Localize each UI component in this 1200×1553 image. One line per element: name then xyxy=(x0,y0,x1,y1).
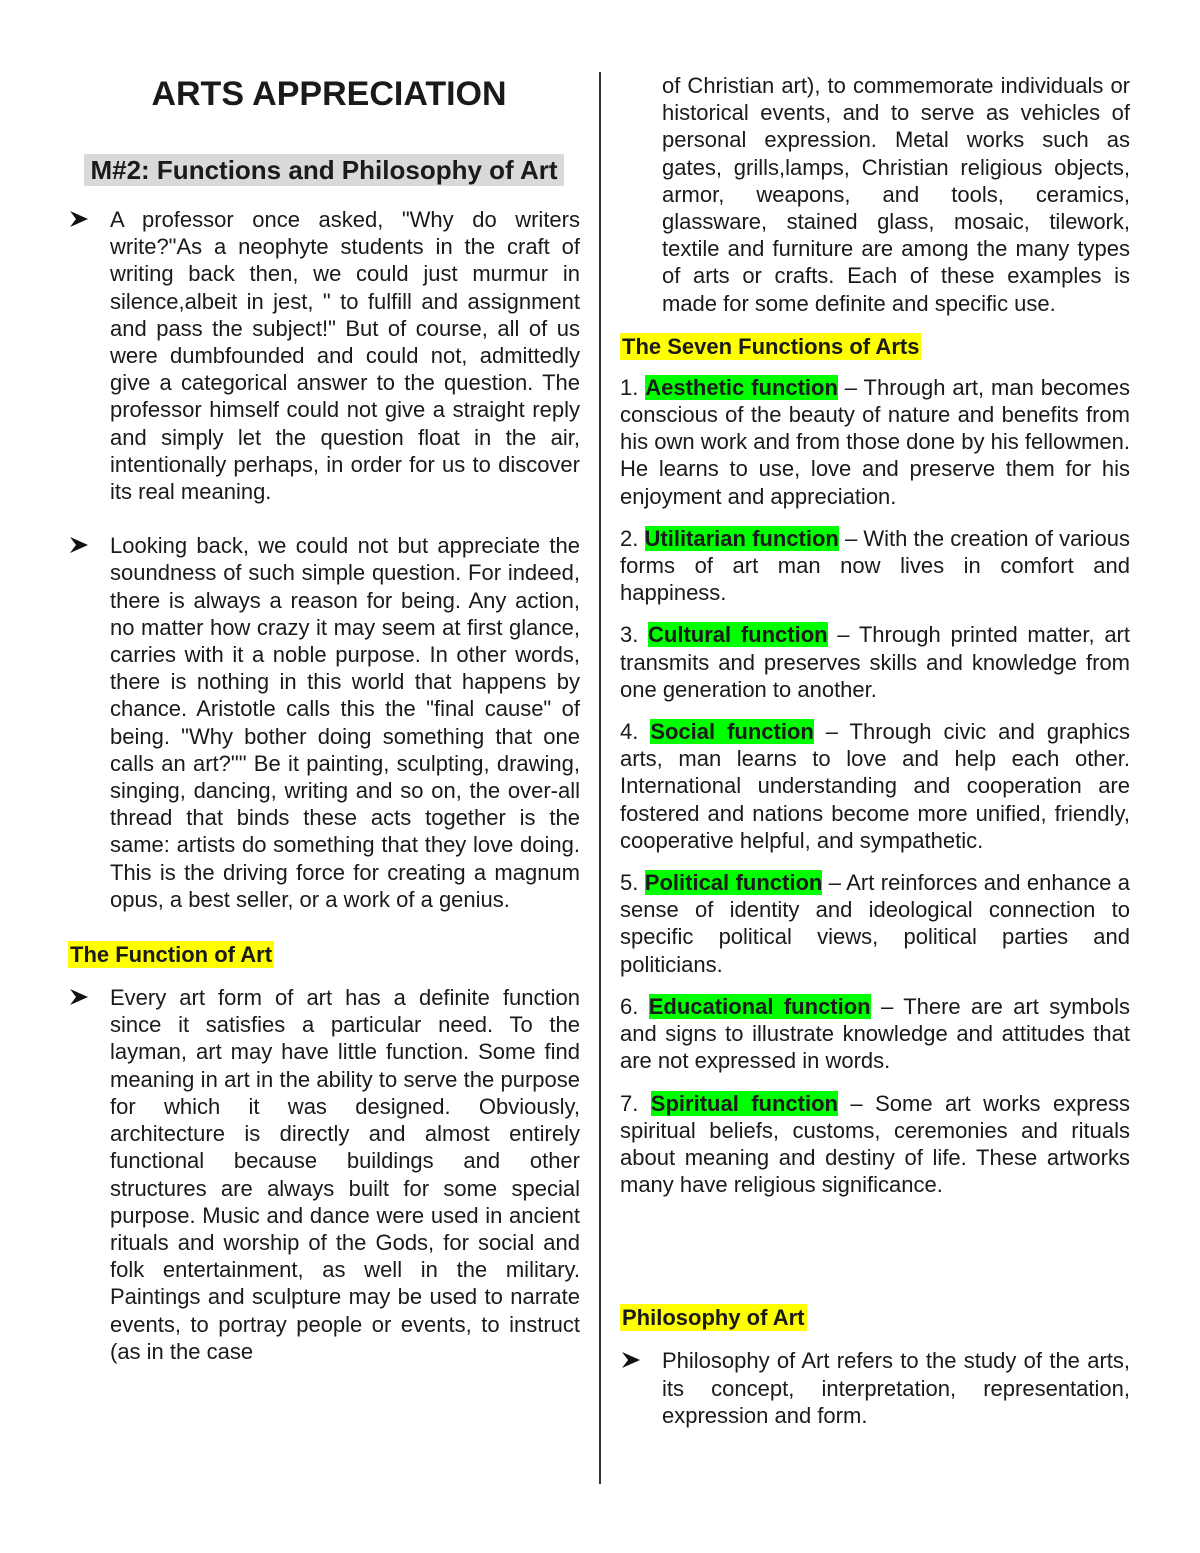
function-description: – Art reinforces and enhance a sense of identity and ideological connection to specific political views, political parties and politicians. xyxy=(620,870,1130,977)
bullet-text: Every art form of art has a definite function since it satisfies a particular need. To the layman, art may have little function. Some find meaning in art in the ability to serve the purpose for which it was designed. Obviously, architecture is directly and almost entirely functional because buildings and other structures are always built for some special purpose. Music and dance were used in ancient rituals and worship of the Gods, for social and folk entertainment, as well in the military. Paintings and sculpture may be used to narrate events, to portray people or events, to instruct (as in the case xyxy=(110,985,580,1364)
function-description: – Some art works express spiritual beliefs, customs, ceremonies and rituals about meaning and destiny of life. These artworks many have religious significance. xyxy=(620,1090,1130,1198)
bullet-paragraph-philosophy xyxy=(620,1347,1130,1429)
bullet-text: A professor once asked, "Why do writers write?"As a neophyte students in the craft of writing back then, we could just murmur in silence,albeit in jest, " to fulfill and assignment and pass the subject!" But of course, all of us were dumbfounded and could not, admittedly give a categorical answer to the question. The professor himself could not give a straight reply and simply let the question float in the air, intentionally perhaps, in order for us to discover its real meaning. xyxy=(110,207,580,505)
module-title: M#2: Functions and Philosophy of Art xyxy=(84,154,563,186)
function-description: – Through art, man becomes conscious of the beauty of nature and benefits from his own work and from those done by his fellowmen. He learns to use, love and preserve them for his enjoyment and appreciation. xyxy=(620,374,1130,509)
function-description: – There are art symbols and signs to illustrate knowledge and attitudes that are not expressed in words. xyxy=(620,993,1130,1074)
continuation-paragraph: of Christian art), to commemorate individuals or historical events, and to serve as vehicles of personal expression. Metal works such as gates, grills,lamps, Christian religious objects, armor, weapons, and tools, ceramics, glassware, stained glass, mosaic, tilework, textile and furniture are among the many types of arts or crafts. Each of these examples is made for some definite and specific use. xyxy=(662,73,1130,316)
column-divider xyxy=(599,72,601,1484)
section-heading-wrap xyxy=(68,941,580,968)
function-description: – With the creation of various forms of art man now lives in comfort and happiness. xyxy=(620,525,1131,606)
functions-list xyxy=(620,374,1130,1198)
bullet-paragraph-1 xyxy=(68,206,580,505)
function-number: 5. xyxy=(620,870,639,896)
right-column xyxy=(620,72,1130,1429)
function-name-highlight: Educational function xyxy=(648,993,871,1019)
function-name-highlight: Political function xyxy=(644,870,823,896)
bullet-paragraph-2 xyxy=(68,532,580,913)
function-number: 2. xyxy=(620,525,639,551)
function-number: 4. xyxy=(620,719,639,745)
function-item xyxy=(620,621,1130,703)
function-item xyxy=(620,869,1130,978)
heading-philosophy-of-art: Philosophy of Art xyxy=(622,1305,805,1331)
heading-function-of-art: The Function of Art xyxy=(70,942,273,968)
function-item xyxy=(620,1090,1130,1199)
bullet-text: Philosophy of Art refers to the study of the arts, its concept, interpretation, representation, expression and form. xyxy=(662,1348,1130,1428)
document-title: ARTS APPRECIATION xyxy=(151,75,507,113)
function-item xyxy=(620,525,1130,607)
arrow-bullet-icon xyxy=(68,208,90,230)
function-item xyxy=(620,993,1130,1075)
function-number: 6. xyxy=(620,993,639,1019)
function-description: – Through printed matter, art transmits and preserves skills and knowledge from one generation to another. xyxy=(620,622,1130,702)
section-heading-wrap xyxy=(620,333,1130,360)
arrow-bullet-icon xyxy=(68,986,90,1008)
function-number: 3. xyxy=(620,622,639,648)
section-heading-wrap xyxy=(620,1304,1130,1331)
function-number: 7. xyxy=(620,1090,639,1116)
function-name-highlight: Utilitarian function xyxy=(644,525,839,551)
bullet-text: Looking back, we could not but appreciate the soundness of such simple question. For indeed, there is always a reason for being. Any action, no matter how crazy it may seem at first glance, carries with it a noble purpose. In other words, there is nothing in this world that happens by chance. Aristotle calls this the "final cause" of being. "Why bother doing something that one calls an art?"" Be it painting, sculpting, drawing, singing, dancing, writing and so on, the over-all thread that binds these acts together is the same: artists do something that they love doing. This is the driving force for creating a magnum opus, a best seller, or a work of a genius. xyxy=(110,533,580,912)
left-column xyxy=(68,60,580,1365)
function-name-highlight: Aesthetic function xyxy=(645,374,838,400)
function-name-highlight: Social function xyxy=(650,719,814,745)
function-name-highlight: Cultural function xyxy=(648,622,828,648)
function-name-highlight: Spiritual function xyxy=(650,1090,838,1116)
bullet-paragraph-3 xyxy=(68,984,580,1365)
function-item xyxy=(620,718,1130,854)
function-description: – Through civic and graphics arts, man learns to love and help each other. International understanding and cooperation are fostered and nations become more unified, friendly, cooperative helpful, and sympathetic. xyxy=(620,719,1130,853)
heading-seven-functions: The Seven Functions of Arts xyxy=(622,333,920,359)
arrow-bullet-icon xyxy=(68,534,90,556)
arrow-bullet-icon xyxy=(620,1349,642,1371)
function-number: 1. xyxy=(620,374,639,400)
function-item xyxy=(620,374,1130,510)
